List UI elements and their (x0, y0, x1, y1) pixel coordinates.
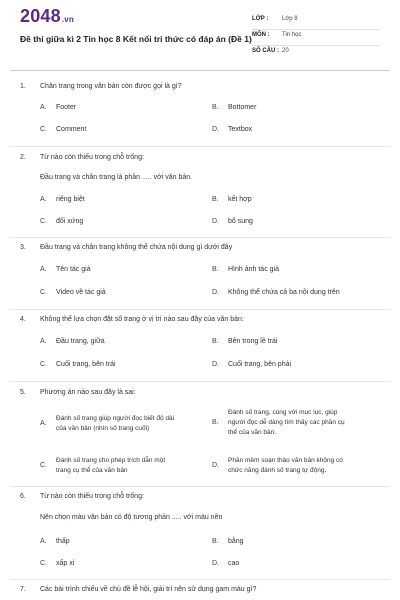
meta-value: Lớp 8 (282, 16, 298, 22)
meta-subject (252, 30, 380, 46)
option-d[interactable]: D. Cuối trang, bên phải (212, 361, 292, 368)
option-c[interactable]: C. Đánh số trang cho phép trích dẫn một trang cụ thể của văn bản (40, 457, 166, 474)
option-a[interactable]: A. Đánh số trang giúp người đọc biết độ dài của văn bản (nhìn số trang cuối) (40, 415, 175, 432)
question-text: Không thể lựa chọn đặt số trang ở vị trí nào sau đây của văn bản: (40, 316, 244, 323)
page-title: Đề thi giữa kì 2 Tin học 8 Kết nối tri thức có đáp án (Đề 1) (20, 34, 252, 44)
option-d[interactable]: D. Không thể chứa cả ba nội dung trên (212, 289, 340, 296)
question-number: 2. (20, 154, 26, 161)
meta-label: MÔN : (252, 32, 270, 38)
option-b[interactable]: B. Bottomer (212, 104, 257, 111)
option-b[interactable]: B. kết hợp (212, 196, 252, 203)
meta-class (252, 14, 380, 30)
question-text: Từ nào còn thiếu trong chỗ trống: (40, 154, 144, 161)
question-subtext: Nên chọn màu văn bản có độ tương phản ..... với màu nền (40, 514, 223, 521)
option-d[interactable]: D. Textbox (212, 126, 253, 133)
option-a[interactable]: A. riêng biệt (40, 196, 85, 203)
option-a[interactable]: A. Đầu trang, giữa (40, 338, 105, 345)
option-a[interactable]: A. thấp (40, 538, 70, 545)
question-number: 7. (20, 586, 26, 593)
option-b[interactable]: B. bằng (212, 538, 244, 545)
question-number: 6. (20, 493, 26, 500)
question-text: Chân trang trong văn bản còn được gọi là gì? (40, 83, 182, 90)
question-divider (10, 486, 390, 487)
question-text: Từ nào còn thiếu trong chỗ trống: (40, 493, 144, 500)
question-divider (10, 579, 390, 580)
question-number: 3. (20, 244, 26, 251)
option-c[interactable]: C. Video về tác giả (40, 289, 106, 296)
meta-count (252, 46, 380, 61)
question-text: Các bài trình chiếu về chủ đề lễ hội, giải trí nên sử dụng gam màu gì? (40, 586, 257, 593)
option-d[interactable]: D. bổ sung (212, 218, 253, 225)
exam-meta (252, 14, 380, 61)
question-subtext: Đầu trang và chân trang là phần ..... với văn bản. (40, 174, 193, 181)
option-a[interactable]: A. Footer (40, 104, 77, 111)
question-text: Phương án nào sau đây là sai: (40, 389, 136, 396)
question-divider (10, 309, 390, 310)
question-number: 1. (20, 83, 26, 90)
option-b[interactable]: B. Đánh số trang, cùng với mục lục, giúp người đọc dễ dàng tìm thấy các phần cụ thể của văn bản. (212, 409, 345, 436)
meta-label: LỚP : (252, 16, 269, 22)
option-b[interactable]: B. Hình ảnh tác giả (212, 266, 279, 273)
question-number: 4. (20, 316, 26, 323)
site-logo[interactable]: 2048.vn (20, 6, 75, 26)
question-number: 5. (20, 389, 26, 396)
meta-value: Tin học (282, 32, 302, 38)
option-c[interactable]: C. xấp xỉ (40, 560, 75, 567)
option-d[interactable]: D. cao (212, 560, 240, 567)
question-divider (10, 146, 390, 147)
page-header (0, 0, 400, 70)
meta-value: 20 (282, 48, 289, 54)
question-divider (10, 237, 390, 238)
option-a[interactable]: A. Tên tác giả (40, 266, 91, 273)
question-text: Đầu trang và chân trang không thể chứa nội dung gì dưới đây (40, 244, 233, 251)
option-c[interactable]: C. Comment (40, 126, 87, 133)
question-divider (10, 381, 390, 382)
meta-label: SỐ CÂU : (252, 48, 279, 54)
option-b[interactable]: B. Bên trong lề trái (212, 338, 278, 345)
option-c[interactable]: C. đối xứng (40, 218, 84, 225)
option-d[interactable]: D. Phần mềm soạn thảo văn bản không có chức năng đánh số trang tự động. (212, 457, 343, 474)
option-c[interactable]: C. Cuối trang, bên trái (40, 361, 116, 368)
header-divider (10, 70, 390, 71)
